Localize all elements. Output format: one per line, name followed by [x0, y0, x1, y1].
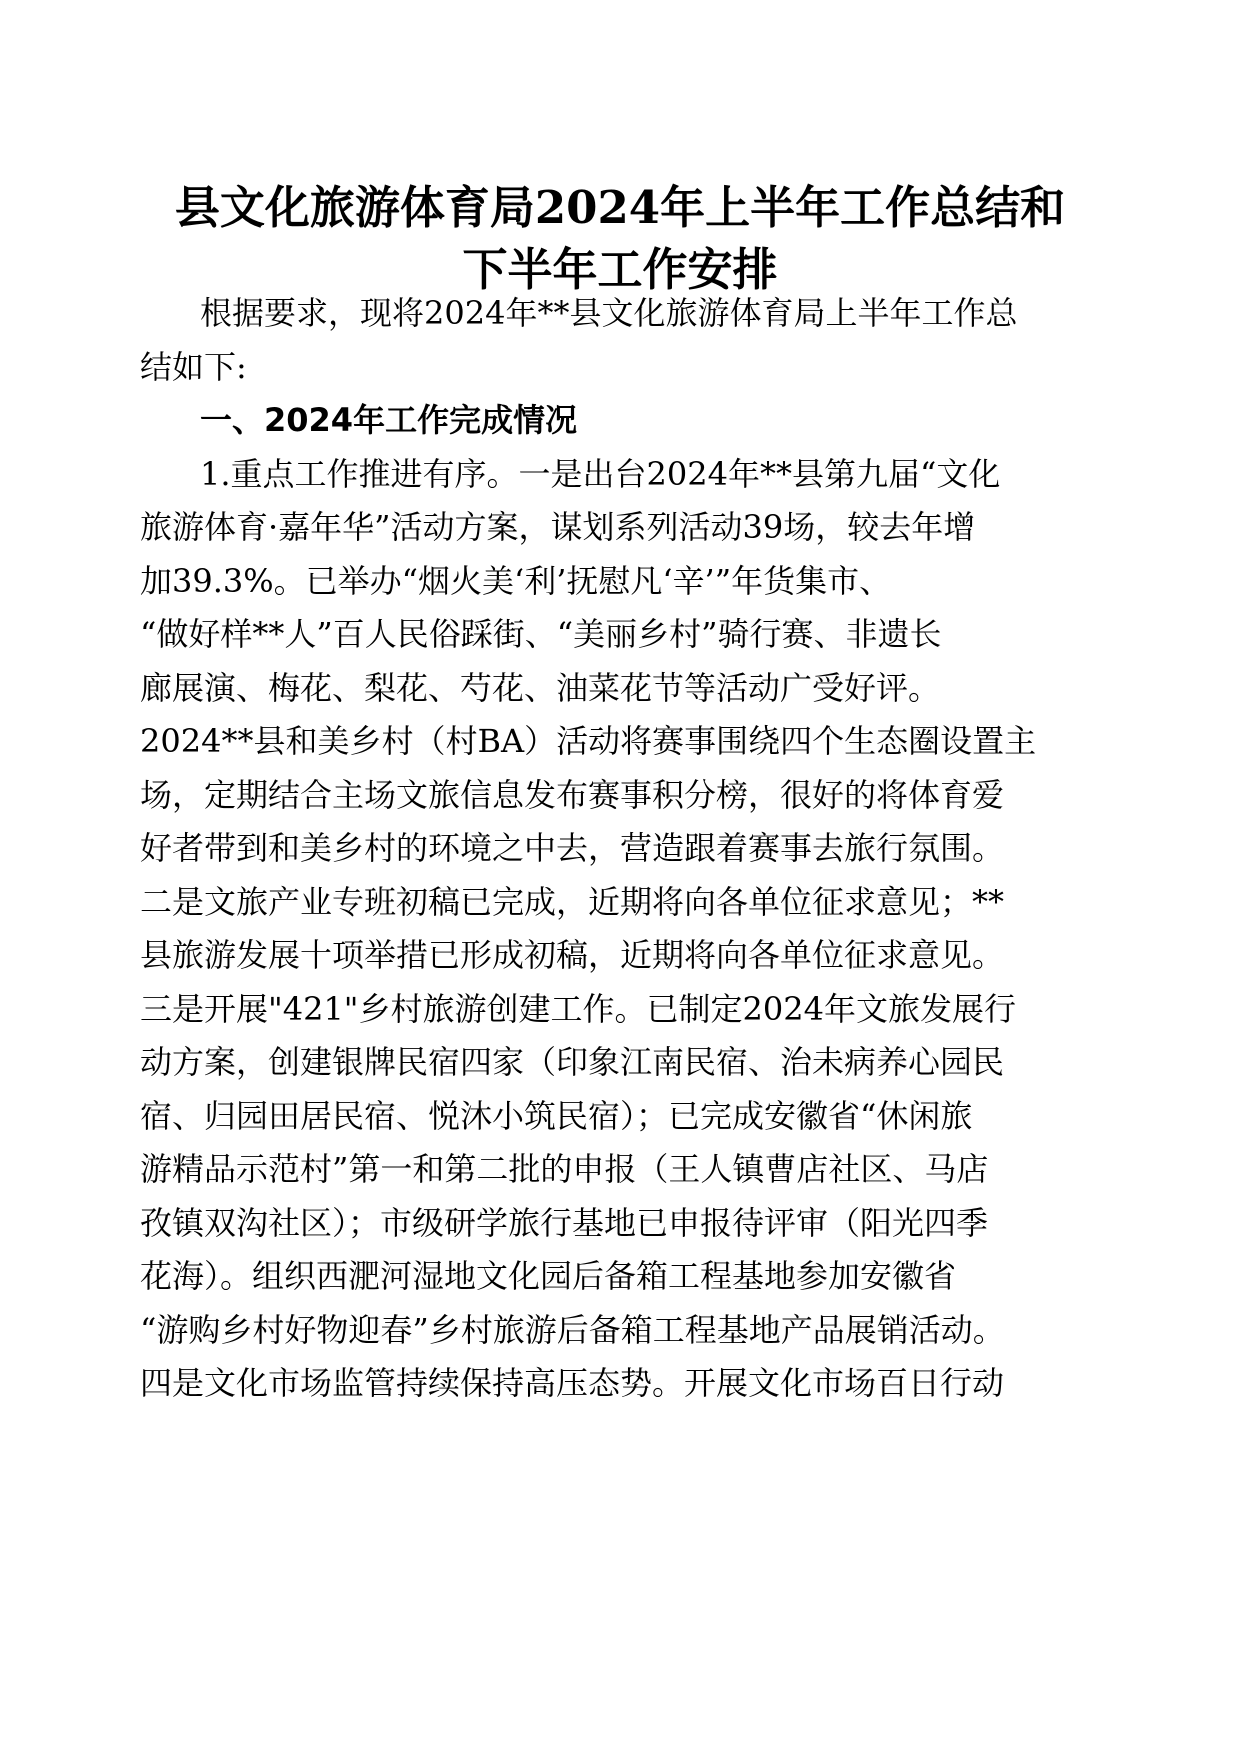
body-line: 三是开展"421"乡村旅游创建工作。已制定2024年文旅发展行 [140, 990, 1016, 1028]
section-heading: 一、2024年工作完成情况 [200, 401, 578, 439]
body-line: 好者带到和美乡村的环境之中去，营造跟着赛事去旅行氛围。 [140, 829, 1005, 867]
body-line: 县旅游发展十项举措已形成初稿，近期将向各单位征求意见。 [140, 936, 1005, 974]
body-line: 二是文旅产业专班初稿已完成，近期将向各单位征求意见；** [140, 883, 1005, 921]
body-line: 动方案，创建银牌民宿四家（印象江南民宿、治未病养心园民 [140, 1043, 1005, 1081]
document-title-line-2: 下半年工作安排 [462, 243, 778, 296]
body-line: 廊展演、梅花、梨花、芍花、油菜花节等活动广受好评。 [140, 669, 941, 707]
document-title-line-1: 县文化旅游体育局2024年上半年工作总结和 [174, 181, 1066, 234]
body-line: 游精品示范村”第一和第二批的申报（王人镇曹店社区、马店 [140, 1150, 989, 1188]
body-line: “做好样**人”百人民俗踩街、“美丽乡村”骑行赛、非遗长 [140, 615, 942, 653]
body-line: “游购乡村好物迎春”乡村旅游后备箱工程基地产品展销活动。 [140, 1311, 1005, 1349]
body-line: 旅游体育·嘉年华”活动方案，谋划系列活动39场，较去年增 [140, 508, 976, 546]
intro-line-2: 结如下: [140, 348, 247, 386]
body-line: 1.重点工作推进有序。一是出台2024年**县第九届“文化 [200, 455, 1001, 493]
body-line: 花海）。组织西淝河湿地文化园后备箱工程基地参加安徽省 [140, 1257, 957, 1295]
body-line: 宿、归园田居民宿、悦沐小筑民宿）；已完成安徽省“休闲旅 [140, 1097, 973, 1135]
body-line: 场，定期结合主场文旅信息发布赛事积分榜，很好的将体育爱 [140, 776, 1005, 814]
intro-line-1: 根据要求，现将2024年**县文化旅游体育局上半年工作总 [200, 294, 1018, 332]
body-line: 加39.3%。已举办“烟火美‘利’抚慰凡‘辛’”年货集市、 [140, 562, 892, 600]
body-line: 四是文化市场监管持续保持高压态势。开展文化市场百日行动 [140, 1364, 1005, 1402]
body-line: 孜镇双沟社区）；市级研学旅行基地已申报待评审（阳光四季 [140, 1204, 989, 1242]
body-line: 2024**县和美乡村（村BA）活动将赛事围绕四个生态圈设置主 [140, 722, 1037, 760]
